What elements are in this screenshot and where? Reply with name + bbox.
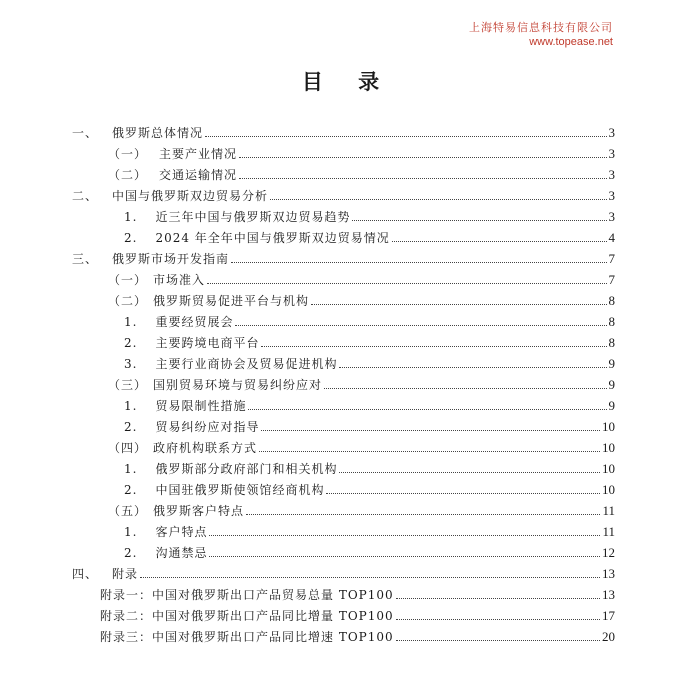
toc-entry-number: 一、 bbox=[72, 126, 99, 140]
dot-leader bbox=[392, 240, 607, 242]
toc-entry-title: 中国对俄罗斯出口产品同比增速 TOP100 bbox=[152, 630, 394, 644]
toc-entry-label bbox=[124, 418, 259, 435]
dot-leader bbox=[352, 219, 606, 221]
toc-entry-label bbox=[72, 187, 268, 204]
toc-entry-label bbox=[100, 607, 394, 624]
dot-leader bbox=[209, 555, 600, 557]
toc-entry-label bbox=[108, 439, 257, 456]
company-url[interactable]: www.topease.net bbox=[529, 36, 613, 48]
toc-entry-title: 沟通禁忌 bbox=[155, 546, 208, 560]
dot-leader bbox=[261, 345, 606, 347]
company-name: 上海特易信息科技有限公司 bbox=[469, 21, 613, 34]
toc-entry-page: 10 bbox=[602, 482, 615, 497]
dot-leader bbox=[259, 450, 600, 452]
toc-entry[interactable] bbox=[72, 120, 615, 141]
toc-entry-number: 2. bbox=[124, 336, 138, 350]
toc-entry-page: 13 bbox=[602, 587, 615, 602]
toc-entry-number: 四、 bbox=[72, 567, 99, 581]
dot-leader bbox=[396, 639, 600, 641]
toc-entry-label bbox=[124, 481, 324, 498]
toc-entry-label bbox=[124, 208, 350, 225]
toc-entry-title: 俄罗斯客户特点 bbox=[153, 504, 245, 518]
toc-entry-page: 10 bbox=[602, 461, 615, 476]
toc-entry-number: （五） bbox=[108, 504, 148, 518]
toc-entry-number: 附录三： bbox=[100, 630, 153, 644]
toc-entry-page: 9 bbox=[608, 398, 615, 413]
toc-entry-label bbox=[108, 376, 322, 393]
toc-entry-label bbox=[108, 145, 237, 162]
toc-entry-number: 2. bbox=[124, 546, 138, 560]
toc-entry-number: 二、 bbox=[72, 189, 99, 203]
page-header bbox=[469, 20, 613, 50]
toc-entry[interactable] bbox=[72, 183, 615, 204]
dot-leader bbox=[396, 597, 600, 599]
toc-entry-title: 贸易限制性措施 bbox=[155, 399, 247, 413]
toc-entry-title: 俄罗斯部分政府部门和相关机构 bbox=[155, 462, 338, 476]
toc-entry-page: 17 bbox=[602, 608, 615, 623]
toc-entry-label bbox=[124, 523, 207, 540]
dot-leader bbox=[235, 324, 606, 326]
toc-entry-label bbox=[124, 355, 337, 372]
toc-entry-number: 1. bbox=[124, 462, 138, 476]
toc-entry[interactable] bbox=[72, 141, 615, 162]
toc-entry-title: 附录 bbox=[112, 567, 139, 581]
toc-entry-title: 交通运输情况 bbox=[159, 168, 238, 182]
toc-entry-number: （二） bbox=[108, 168, 148, 182]
dot-leader bbox=[246, 513, 600, 515]
dot-leader bbox=[339, 366, 606, 368]
toc-entry[interactable] bbox=[72, 393, 615, 414]
toc-entry-label bbox=[100, 586, 394, 603]
toc-entry-page: 8 bbox=[608, 314, 615, 329]
toc-entry-page: 20 bbox=[602, 629, 615, 644]
dot-leader bbox=[205, 135, 606, 137]
dot-leader bbox=[248, 408, 606, 410]
toc-entry-title: 市场准入 bbox=[153, 273, 206, 287]
toc-entry[interactable] bbox=[72, 204, 615, 225]
dot-leader bbox=[239, 177, 606, 179]
toc-entry-label bbox=[124, 544, 207, 561]
dot-leader bbox=[231, 261, 606, 263]
toc-entry[interactable] bbox=[72, 414, 615, 435]
toc-entry-label bbox=[108, 292, 309, 309]
toc-entry-page: 9 bbox=[608, 377, 615, 392]
toc-entry-page: 10 bbox=[602, 440, 615, 455]
toc-entry-label bbox=[108, 271, 205, 288]
toc-entry[interactable] bbox=[72, 561, 615, 582]
toc-entry-title: 客户特点 bbox=[155, 525, 208, 539]
toc-entry-title: 俄罗斯总体情况 bbox=[112, 126, 204, 140]
toc-entry-page: 11 bbox=[602, 524, 615, 539]
toc-entry-number: 1. bbox=[124, 399, 138, 413]
toc-entry[interactable] bbox=[72, 456, 615, 477]
toc-entry-page: 3 bbox=[608, 167, 615, 182]
toc-entry[interactable] bbox=[72, 288, 615, 309]
toc-entry-number: （四） bbox=[108, 441, 148, 455]
dot-leader bbox=[326, 492, 600, 494]
toc-entry-page: 13 bbox=[602, 566, 615, 581]
toc-entry[interactable] bbox=[72, 540, 615, 561]
toc-entry-page: 11 bbox=[602, 503, 615, 518]
toc-entry[interactable] bbox=[72, 162, 615, 183]
toc-entry-page: 3 bbox=[608, 125, 615, 140]
dot-leader bbox=[261, 429, 600, 431]
toc-entry[interactable] bbox=[72, 225, 615, 246]
toc-entry-title: 主要产业情况 bbox=[159, 147, 238, 161]
table-of-contents bbox=[72, 120, 615, 645]
toc-entry[interactable] bbox=[72, 603, 615, 624]
dot-leader bbox=[207, 282, 606, 284]
toc-entry-title: 俄罗斯贸易促进平台与机构 bbox=[153, 294, 310, 308]
toc-entry-title: 政府机构联系方式 bbox=[153, 441, 258, 455]
dot-leader bbox=[396, 618, 600, 620]
dot-leader bbox=[324, 387, 606, 389]
toc-entry-title: 重要经贸展会 bbox=[155, 315, 234, 329]
toc-entry-number: 2. bbox=[124, 420, 138, 434]
toc-entry-title: 中国对俄罗斯出口产品同比增量 TOP100 bbox=[152, 609, 394, 623]
toc-entry-page: 7 bbox=[608, 272, 615, 287]
toc-entry-number: （一） bbox=[108, 273, 148, 287]
toc-entry[interactable] bbox=[72, 246, 615, 267]
toc-entry-label bbox=[72, 565, 138, 582]
toc-entry[interactable] bbox=[72, 582, 615, 603]
toc-entry-label bbox=[124, 229, 390, 246]
dot-leader bbox=[140, 576, 600, 578]
toc-entry-label bbox=[124, 334, 259, 351]
toc-entry-number: 1. bbox=[124, 210, 138, 224]
toc-entry-title: 国别贸易环境与贸易纠纷应对 bbox=[153, 378, 323, 392]
toc-entry-page: 7 bbox=[608, 251, 615, 266]
toc-entry-number: 1. bbox=[124, 315, 138, 329]
toc-entry-page: 10 bbox=[602, 419, 615, 434]
toc-entry-label bbox=[100, 628, 394, 645]
toc-entry-number: 附录二： bbox=[100, 609, 153, 623]
dot-leader bbox=[239, 156, 606, 158]
toc-entry[interactable] bbox=[72, 372, 615, 393]
toc-entry[interactable] bbox=[72, 435, 615, 456]
toc-entry[interactable] bbox=[72, 519, 615, 540]
toc-entry[interactable] bbox=[72, 330, 615, 351]
dot-leader bbox=[339, 471, 600, 473]
toc-entry-label bbox=[72, 124, 203, 141]
toc-entry-number: （二） bbox=[108, 294, 148, 308]
toc-entry-number: （三） bbox=[108, 378, 148, 392]
toc-entry-title: 2024 年全年中国与俄罗斯双边贸易情况 bbox=[155, 231, 390, 245]
toc-entry-number: 2. bbox=[124, 483, 138, 497]
toc-entry-title: 中国与俄罗斯双边贸易分析 bbox=[112, 189, 269, 203]
toc-entry-title: 主要跨境电商平台 bbox=[155, 336, 260, 350]
toc-entry-page: 4 bbox=[608, 230, 615, 245]
toc-entry-number: 3. bbox=[124, 357, 138, 371]
toc-entry-page: 8 bbox=[608, 293, 615, 308]
toc-entry-label bbox=[124, 460, 337, 477]
toc-entry-title: 中国驻俄罗斯使领馆经商机构 bbox=[155, 483, 325, 497]
toc-entry-title: 中国对俄罗斯出口产品贸易总量 TOP100 bbox=[152, 588, 394, 602]
page-title: 目 录 bbox=[301, 70, 394, 94]
dot-leader bbox=[311, 303, 606, 305]
toc-entry[interactable] bbox=[72, 267, 615, 288]
toc-entry-number: 1. bbox=[124, 525, 138, 539]
toc-entry-page: 3 bbox=[608, 209, 615, 224]
toc-entry-page: 8 bbox=[608, 335, 615, 350]
toc-entry-page: 3 bbox=[608, 146, 615, 161]
toc-entry-number: （一） bbox=[108, 147, 148, 161]
toc-entry-title: 俄罗斯市场开发指南 bbox=[112, 252, 230, 266]
toc-entry-number: 2. bbox=[124, 231, 138, 245]
toc-entry-title: 贸易纠纷应对指导 bbox=[155, 420, 260, 434]
toc-entry[interactable] bbox=[72, 309, 615, 330]
toc-entry-title: 主要行业商协会及贸易促进机构 bbox=[155, 357, 338, 371]
toc-entry-label bbox=[108, 502, 244, 519]
toc-entry-label bbox=[124, 397, 246, 414]
toc-entry-number: 三、 bbox=[72, 252, 99, 266]
toc-entry[interactable] bbox=[72, 624, 615, 645]
toc-entry-label bbox=[72, 250, 229, 267]
toc-entry-label bbox=[108, 166, 237, 183]
toc-entry-number: 附录一： bbox=[100, 588, 153, 602]
toc-entry-page: 12 bbox=[602, 545, 615, 560]
dot-leader bbox=[209, 534, 600, 536]
toc-entry[interactable] bbox=[72, 351, 615, 372]
dot-leader bbox=[270, 198, 606, 200]
toc-entry-page: 9 bbox=[608, 356, 615, 371]
toc-entry-title: 近三年中国与俄罗斯双边贸易趋势 bbox=[155, 210, 351, 224]
toc-entry[interactable] bbox=[72, 498, 615, 519]
toc-entry-page: 3 bbox=[608, 188, 615, 203]
toc-entry[interactable] bbox=[72, 477, 615, 498]
toc-entry-label bbox=[124, 313, 233, 330]
